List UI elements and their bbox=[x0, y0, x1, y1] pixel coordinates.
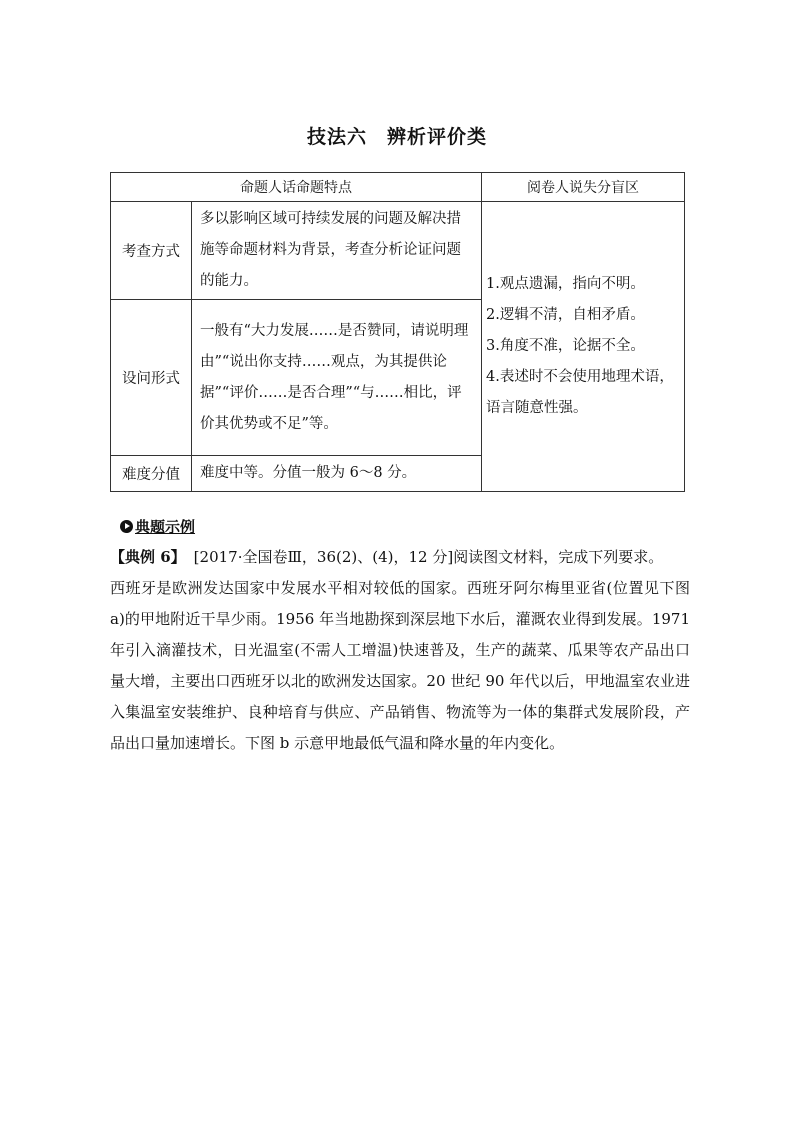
mistake-item: 4.表述时不会使用地理术语，语言随意性强。 bbox=[486, 369, 674, 416]
example-tag: 【典例 6】 bbox=[110, 548, 186, 566]
example-body: 西班牙是欧洲发达国家中发展水平相对较低的国家。西班牙阿尔梅里亚省(位置见下图 a)的甲地附近干旱少雨。1956 年当地勘探到深层地下水后，灌溉农业得到发展。1971 年引入滴灌技术，日光温室(不需人工增温)快速普及，生产的蔬菜、瓜果等农产品出口量大增，主要出口西班牙以北的欧洲发达国家。20 世纪 90 年代以后，甲地温室农业进入集温室安装维护、良种培育与供应、产品销售、物流等为一体的集群式发展阶段，产品出口量加速增长。下图 b 示意甲地最低气温和降水量的年内变化。 bbox=[110, 579, 690, 752]
header-mistake-zones: 阅卷人说失分盲区 bbox=[482, 173, 685, 202]
row-label-difficulty: 难度分值 bbox=[111, 456, 192, 492]
row-content-exam-method: 多以影响区域可持续发展的问题及解决措施等命题材料为背景，考查分析论证问题的能力。 bbox=[192, 202, 482, 300]
example-first-line bbox=[110, 542, 690, 573]
section-heading bbox=[120, 516, 195, 537]
example-paragraph bbox=[110, 542, 690, 759]
section-heading-text: 典题示例 bbox=[135, 518, 196, 536]
row-content-difficulty: 难度中等。分值一般为 6～8 分。 bbox=[192, 456, 482, 492]
row-label-exam-method: 考查方式 bbox=[111, 202, 192, 300]
example-source: [2017·全国卷Ⅲ，36(2)、(4)，12 分]阅读图文材料，完成下列要求。 bbox=[193, 548, 664, 566]
header-question-features: 命题人话命题特点 bbox=[111, 173, 482, 202]
row-label-question-form: 设问形式 bbox=[111, 300, 192, 456]
play-circle-icon bbox=[120, 520, 133, 533]
mistake-item: 2.逻辑不清，自相矛盾。 bbox=[486, 307, 645, 323]
mistake-item: 1.观点遗漏，指向不明。 bbox=[486, 276, 645, 292]
mistake-list-cell bbox=[482, 202, 685, 492]
feature-table bbox=[110, 172, 685, 492]
row-content-question-form: 一般有“大力发展……是否赞同，请说明理由”“说出你支持……观点，为其提供论据”“评价……是否合理”“与……相比，评价其优势或不足”等。 bbox=[192, 300, 482, 456]
mistake-item: 3.角度不准，论据不全。 bbox=[486, 338, 645, 354]
page-title: 技法六 辨析评价类 bbox=[306, 126, 487, 148]
